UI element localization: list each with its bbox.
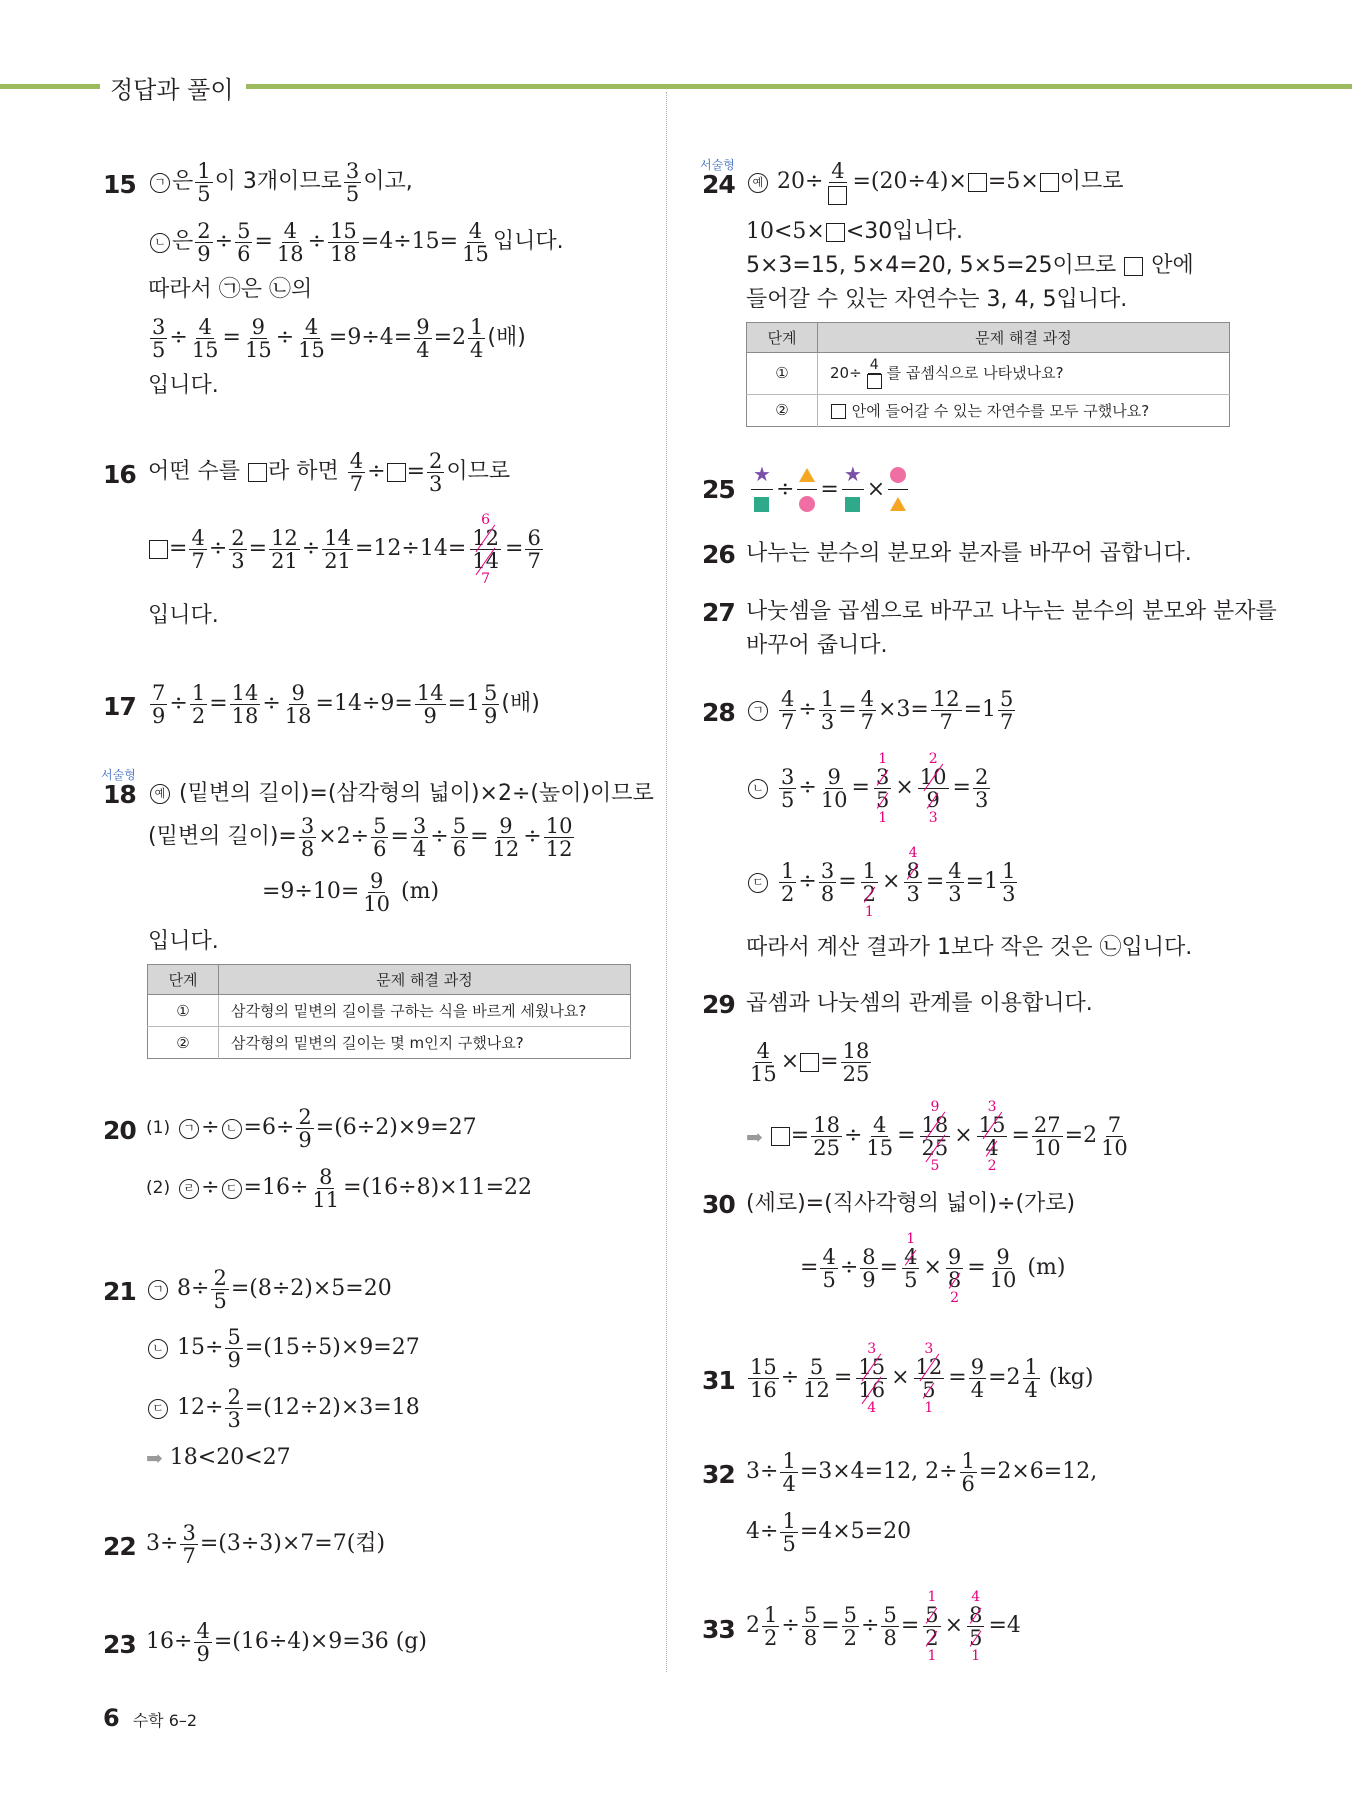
p21-line1: ㄱ 8÷ $\frac{2}{5}$ =(8÷2)×5=20 <box>146 1267 392 1312</box>
problem-number: 21 <box>103 1277 136 1306</box>
problem-number: 16 <box>103 460 136 489</box>
p15-line5: 입니다. <box>148 373 219 398</box>
p30-line1: (세로)=(직사각형의 넓이)÷(가로) <box>746 1191 1076 1216</box>
p15-line1: ㄱ 은 $\frac{1}{5}$ 이 3개이므로 $\frac{3}{5}$ 이고, <box>148 160 413 205</box>
p24-line3: 5×3=15, 5×4=20, 5×5=25이므로 안에 <box>746 253 1194 278</box>
p33-line1: 2 $\frac{1}{2}$ ÷ $\frac{5}{8}$ = $\frac{5}{2}$ ÷ $\frac{5}{8}$ = 1 $\frac{5}{2}$ 1 × 4 $\frac{8}{5}$ 1 =4 <box>746 1589 1021 1665</box>
p17-line1: $\frac{7}{9}$ ÷ $\frac{1}{2}$ = $\frac{14}{18}$ ÷ $\frac{9}{18}$ =14÷9= $\frac{14}{9}$ = 1 $\frac{5}{9}$ (배) <box>152 681 540 729</box>
circle-icon <box>890 467 906 483</box>
problem-number: 22 <box>103 1532 136 1561</box>
example-badge: 예 <box>150 784 170 804</box>
p18-line1: 예 (밑변의 길이)=(삼각형의 넓이)×2÷(높이)이므로 <box>148 782 654 806</box>
p27-line2: 바꾸어 줍니다. <box>746 633 888 658</box>
page-title: 정답과 풀이 <box>110 76 234 104</box>
p15-line3: 따라서 ㉠은 ㉡의 <box>148 277 313 302</box>
problem-number: 17 <box>103 692 136 721</box>
star-icon: ★ <box>843 462 862 486</box>
p16-line1: 어떤 수를 라 하면 $\frac{4}{7}$ ÷ = $\frac{2}{3}$ 이므로 <box>148 449 511 497</box>
page-number: 6 <box>103 1704 120 1732</box>
essay-tag: 서술형 <box>700 158 735 172</box>
p21-line2: ㄴ 15÷ $\frac{5}{9}$ =(15÷5)×9=27 <box>146 1326 420 1371</box>
header-line-right <box>246 84 1352 89</box>
p28-b: ㄴ $\frac{3}{5}$ ÷ $\frac{9}{10}$ = 1 $\frac{3}{5}$ 1 × 2 $\frac{10}{9}$ 3 = $\frac{2}{3}$ <box>746 752 992 825</box>
problem-number: 20 <box>103 1116 136 1145</box>
problem-number: 29 <box>702 990 735 1019</box>
p24-line4: 들어갈 수 있는 자연수는 3, 4, 5입니다. <box>746 287 1128 312</box>
p28-conclusion: 따라서 계산 결과가 1보다 작은 것은 ㉡입니다. <box>746 935 1193 960</box>
p22-line1: 3÷ $\frac{3}{7}$ =(3÷3)×7=7(컵) <box>146 1521 386 1569</box>
p26-text: 나누는 분수의 분모와 분자를 바꾸어 곱합니다. <box>746 541 1192 566</box>
problem-number: 25 <box>702 475 735 504</box>
triangle-icon <box>890 497 906 511</box>
problem-number: 26 <box>702 540 735 569</box>
p16-line2: = $\frac{4}{7}$ ÷ $\frac{2}{3}$ = $\frac{12}{21}$ ÷ $\frac{14}{21}$ =12÷14= 6 $\frac{12}{14}$ 7 = $\frac{6}{7}$ <box>148 513 545 586</box>
p15-line2: ㄴ 은 $\frac{2}{9}$ ÷ $\frac{5}{6}$ = $\frac{4}{18}$ ÷ $\frac{15}{18}$ =4÷15= $\frac{4}{15}$ 입니다. <box>148 220 564 265</box>
problem-number: 30 <box>702 1190 735 1219</box>
p32-line1: 3÷ $\frac{1}{4}$ =3×4=12, 2÷ $\frac{1}{6}$ =2×6=12, <box>746 1449 1098 1497</box>
triangle-icon <box>799 468 815 482</box>
arrow-right-icon: ➡ <box>746 1124 763 1149</box>
square-icon <box>754 497 769 512</box>
circle-icon <box>799 496 815 512</box>
p24-scoring-table: 단계 문제 해결 과정 ① 20÷ 4 를 곱셈식으로 나타냈나요? ② 안에 들어갈 수 있는 자연수를 모두 구했나요? <box>746 322 1230 427</box>
p28-a: ㄱ $\frac{4}{7}$ ÷ $\frac{1}{3}$ = $\frac{4}{7}$ ×3= $\frac{12}{7}$ = 1 $\frac{5}{7}$ <box>746 688 1017 733</box>
column-divider <box>666 92 667 1672</box>
circle-nieun-icon: ㄴ <box>150 233 170 253</box>
problem-number: 23 <box>103 1630 136 1659</box>
p15-line4: $\frac{3}{5}$ ÷ $\frac{4}{15}$ = $\frac{9}{15}$ ÷ $\frac{4}{15}$ =9÷4= $\frac{9}{4}$ = 2 $\frac{1}{4}$ (배) <box>152 315 526 363</box>
p21-line3: ㄷ 12÷ $\frac{2}{3}$ =(12÷2)×3=18 <box>146 1386 420 1431</box>
page-footer <box>103 1704 197 1732</box>
problem-number: 15 <box>103 170 136 199</box>
problem-number: 31 <box>702 1366 735 1395</box>
footer-subject: 수학 6–2 <box>132 1711 198 1730</box>
p20-line2: (2) ㄹ ÷ ㄷ =16÷ $\frac{8}{11}$ =(16÷8)×11=22 <box>146 1165 533 1213</box>
problem-number: 28 <box>702 698 735 727</box>
problem-number: 27 <box>702 598 735 627</box>
p20-line1: (1) ㄱ ÷ ㄴ =6÷ $\frac{2}{9}$ =(6÷2)×9=27 <box>146 1105 477 1153</box>
p24-line2: 10<5× <30입니다. <box>746 219 964 244</box>
p27-line1: 나눗셈을 곱셈으로 바꾸고 나누는 분수의 분모와 분자를 <box>746 599 1277 624</box>
p32-line2: 4÷ $\frac{1}{5}$ =4×5=20 <box>746 1509 912 1557</box>
problem-number: 18 <box>103 780 136 809</box>
problem-number: 32 <box>702 1460 735 1489</box>
arrow-right-icon: ➡ <box>146 1446 163 1471</box>
p24-line1: 예 20÷ 4 =(20÷4)× =5× 이므로 <box>746 160 1124 205</box>
square-icon <box>845 497 860 512</box>
p18-line3: =9÷10= $\frac{9}{10}$ (m) <box>262 869 440 917</box>
p16-line3: 입니다. <box>148 603 219 628</box>
p29-line1: 곱셈과 나눗셈의 관계를 이용합니다. <box>746 991 1093 1016</box>
circle-giyeok-icon: ㄱ <box>150 173 170 193</box>
star-icon: ★ <box>753 462 771 486</box>
p18-line2: (밑변의 길이)= $\frac{3}{8}$ ×2÷ $\frac{5}{6}$ = $\frac{3}{4}$ ÷ $\frac{5}{6}$ = $\frac{9}{12}$ ÷ $\frac{10}{12}$ <box>148 814 573 862</box>
p18-scoring-table: 단계 문제 해결 과정 ① 삼각형의 밑변의 길이를 구하는 식을 바르게 세웠나요? ② 삼각형의 밑변의 길이는 몇 m인지 구했나요? <box>147 964 631 1059</box>
problem-number: 33 <box>702 1615 735 1644</box>
p31-line1: $\frac{15}{16}$ ÷ $\frac{5}{12}$ = 3 $\frac{15}{16}$ 4 × 3 $\frac{12}{5}$ 1 = $\frac{9}{4}$ = 2 $\frac{1}{4}$ (kg) <box>750 1341 1094 1417</box>
p18-line4: 입니다. <box>148 929 219 954</box>
header-line-left <box>0 84 100 89</box>
p29-line3: ➡ = $\frac{18}{25}$ ÷ $\frac{4}{15}$ = 9 $\frac{18}{25}$ 5 × 3 $\frac{15}{4}$ 2 = $\frac{27}{10}$ = 2 $\frac{7}{10}$ <box>746 1099 1128 1175</box>
p30-line2: = $\frac{4}{5}$ ÷ $\frac{8}{9}$ = 1 $\frac{4}{5}$ × $\frac{9}{8}$ 2 = $\frac{9}{10}$ (m) <box>800 1231 1066 1307</box>
p29-line2: $\frac{4}{15}$ × = $\frac{18}{25}$ <box>750 1039 870 1087</box>
p23-line1: 16÷ $\frac{4}{9}$ =(16÷4)×9=36 (g) <box>146 1619 427 1667</box>
p28-c: ㄷ $\frac{1}{2}$ ÷ $\frac{3}{8}$ = $\frac{1}{2}$ 1 × 4 $\frac{8}{3}$ = $\frac{4}{3}$ = 1 $\frac{1}{3}$ <box>746 846 1019 919</box>
p25-shapes-equation: ★ ÷ = ★ × <box>748 463 911 516</box>
problem-number: 24 <box>702 170 735 199</box>
essay-tag: 서술형 <box>101 768 136 782</box>
p21-line4: ➡ 18<20<27 <box>146 1445 291 1471</box>
